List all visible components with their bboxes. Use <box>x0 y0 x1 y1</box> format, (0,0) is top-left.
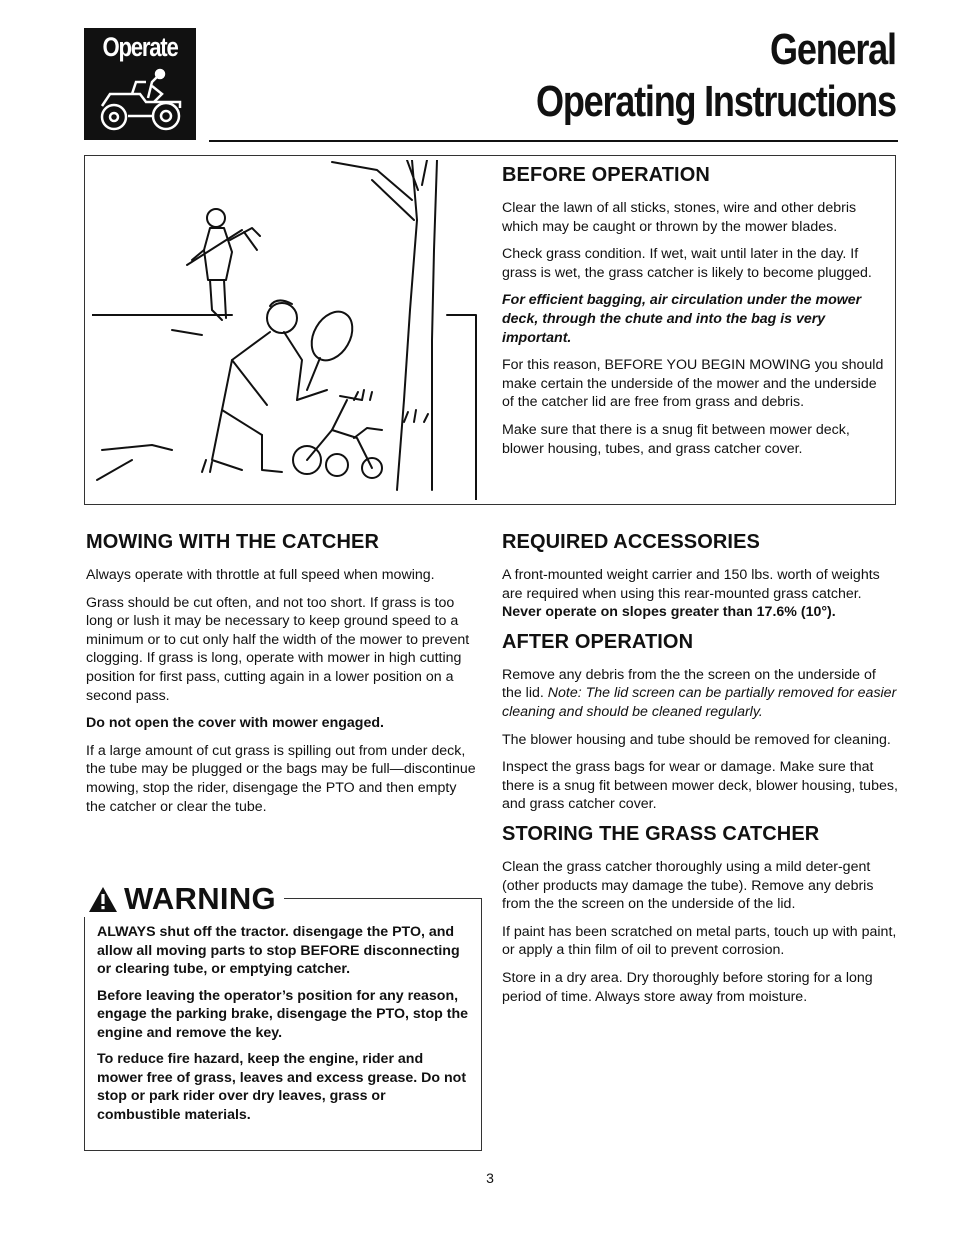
mowing-p1: Always operate with throttle at full speed when mowing. <box>86 567 435 583</box>
warning-triangle-icon <box>88 886 118 913</box>
tractor-icon <box>92 68 188 132</box>
before-operation-heading: BEFORE OPERATION <box>502 164 710 186</box>
required-warning-text: Never operate on slopes greater than 17.6% (10°). <box>502 604 836 621</box>
title-line-1: General <box>770 25 896 74</box>
after-operation-p1 <box>502 666 898 722</box>
warning-p1: ALWAYS shut off the tractor. disengage the PTO, and allow all moving parts to stop BEFORE disconnecting or clearing tube, or emptying catcher. <box>97 924 460 977</box>
mowing-p4: If a large amount of cut grass is spilling out from under deck, the tube may be plugged or the bags may be full—discontinue mowing, stop the rider, disengage the PTO and then empty the catcher or clear the tube. <box>86 742 476 815</box>
after-operation-section <box>502 631 898 814</box>
storing-p1: Clean the grass catcher thoroughly using a mild deter-gent (other products may damage the tube). Remove any debris from the the screen on the underside of the lid. <box>502 858 874 913</box>
storing-p3: Store in a dry area. Dry thoroughly before storing for a long period of time. Always store away from moisture. <box>502 969 873 1005</box>
header-rule <box>209 140 898 142</box>
warning-label: WARNING <box>124 881 276 916</box>
warning-p2: Before leaving the operator’s position for any reason, engage the parking brake, disengage the PTO, stop the engine and remove the key. <box>97 987 469 1041</box>
badge-label: Operate <box>102 32 178 62</box>
required-text: A front-mounted weight carrier and 150 lbs. worth of weights are required when using this rear-mounted grass catcher. <box>502 567 880 602</box>
warning-header <box>82 881 284 917</box>
required-accessories-section <box>502 531 898 622</box>
storing-section <box>502 823 898 1006</box>
after-note: Note: The lid screen can be partially removed for easier cleaning and should be cleaned regularly. <box>502 685 897 720</box>
after-text: Remove any debris from the the screen on the underside of the lid. <box>502 666 876 702</box>
after-operation-heading: AFTER OPERATION <box>502 630 694 653</box>
before-operation-section <box>502 164 888 467</box>
after-operation-p3: Inspect the grass bags for wear or damage. Make sure that there is a snug fit between mower deck, blower housing, tubes, and grass catcher cover. <box>502 759 898 813</box>
mowing-heading: MOWING WITH THE CATCHER <box>86 531 380 553</box>
before-operation-p4: For this reason, BEFORE YOU BEGIN MOWING you should make certain the underside of the mower and the underside of the catcher lid are free from grass and debris. <box>502 357 884 411</box>
right-column <box>502 531 898 1015</box>
before-operation-p1: Clear the lawn of all sticks, stones, wire and other debris which may be caught or thrown by the mower blades. <box>502 200 857 235</box>
title-line-2: Operating Instructions <box>536 77 896 126</box>
required-accessories-heading: REQUIRED ACCESSORIES <box>502 531 760 553</box>
mowing-p3: Do not open the cover with mower engaged. <box>86 715 384 732</box>
page-title <box>536 24 896 128</box>
page-number: 3 <box>486 1170 494 1186</box>
mowing-section <box>86 531 476 825</box>
after-operation-p2: The blower housing and tube should be removed for cleaning. <box>502 731 891 748</box>
before-operation-p2: Check grass condition. If wet, wait until later in the day. If grass is wet, the grass catcher is likely to become plugged. <box>502 246 872 281</box>
mowing-p2: Grass should be cut often, and not too short. If grass is too long or lush it may be necessary to keep ground speed to a minimum or to cut only half the width of the mower to prevent clogging. If grass is long, operate with mower in high cutting position for first pass, cutting again in a lower position on a second pass. <box>86 594 470 704</box>
before-operation-p3: For efficient bagging, air circulation under the mower deck, through the chute and into the bag is very important. <box>502 292 862 346</box>
illustration-clearing-lawn <box>92 160 482 500</box>
required-accessories-p1 <box>502 566 898 622</box>
storing-heading: STORING THE GRASS CATCHER <box>502 822 820 845</box>
warning-body <box>97 923 471 1132</box>
operate-badge <box>84 28 196 140</box>
warning-p3: To reduce fire hazard, keep the engine, rider and mower free of grass, leaves and excess grease. Do not stop or park rider over dry leaves, grass or combustible materials. <box>97 1051 467 1123</box>
before-operation-p5: Make sure that there is a snug fit between mower deck, blower housing, tubes, and grass catcher cover. <box>502 421 850 457</box>
storing-p2: If paint has been scratched on metal parts, touch up with paint, or apply a thin film of oil to prevent corrosion. <box>502 923 897 959</box>
